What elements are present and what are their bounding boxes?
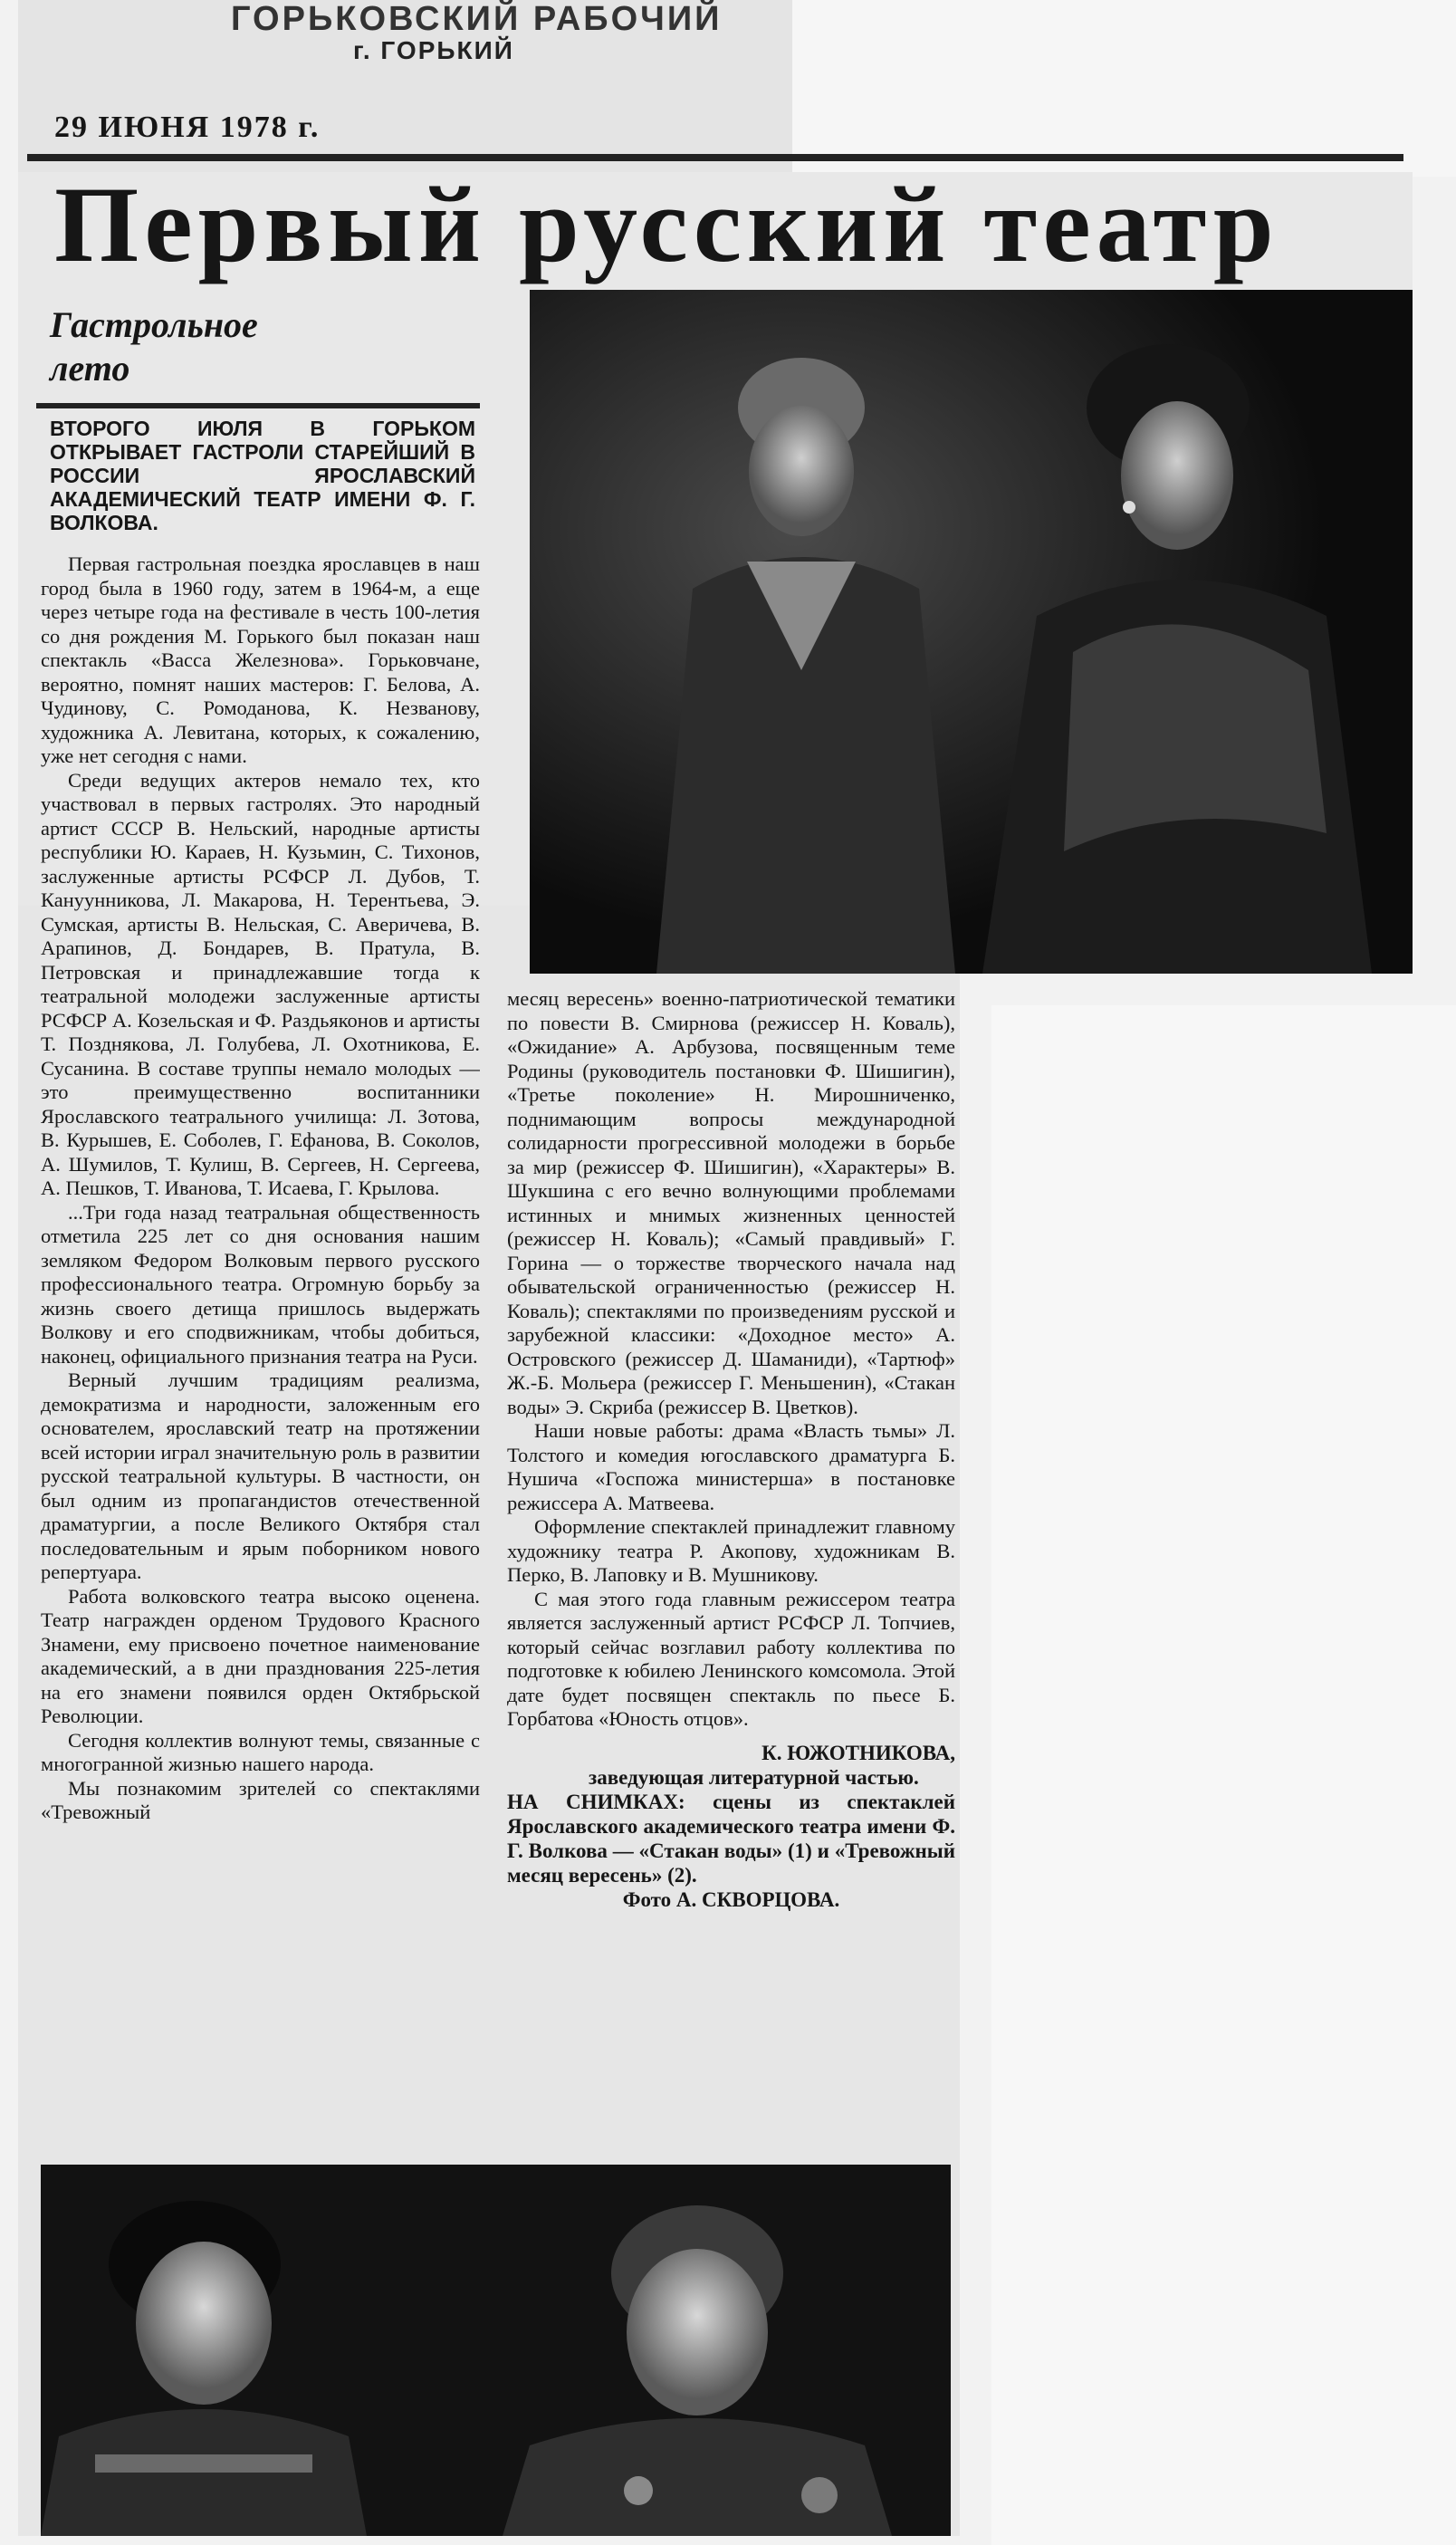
author-role: заведующая литературной частью.: [589, 1765, 919, 1789]
photo-stakan-vody-image: [530, 290, 1413, 974]
newspaper-masthead: ГОРЬКОВСКИЙ РАБОЧИЙ: [231, 0, 723, 38]
rubric-rule: [36, 403, 480, 408]
paragraph: Оформление спектаклей принадлежит главному художнику театра Р. Акопову, художникам В. Перко, В. Лаповку и В. Мушникову.: [507, 1515, 955, 1586]
paragraph: Работа волковского театра высоко оценена. Театр награжден орденом Трудового Красного Знамени, ему присвоено почетное наименование академический, а в дни празднования 225-летия на его знамени появился орден Октябрьской Революции.: [41, 1584, 480, 1727]
header-rule: [27, 154, 1403, 161]
paragraph: Первая гастрольная поездка ярославцев в наш город была в 1960 году, затем в 1964-м, а еще через четыре года на фестивале в честь 100-летия со дня рождения М. Горького был показан наш спектакль «Васса Железнова». Горьковчане, вероятно, помнят наших мастеров: Г. Белова, А. Чудинову, С. Ромоданова, К. Незванову, художника А. Левитана, которых, к сожалению, уже нет сегодня с нами.: [41, 552, 480, 767]
issue-date: 29 ИЮНЯ 1978 г.: [54, 110, 321, 144]
photo-trevozhny-mesyats-image: [41, 2165, 951, 2536]
article-headline: Первый русский театр: [54, 164, 1279, 284]
paragraph: Сегодня коллектив волнуют темы, связанные с многогранной жизнью нашего народа.: [41, 1728, 480, 1775]
caption-label: НА СНИМКАХ:: [507, 1790, 685, 1813]
newspaper-city: г. ГОРЬКИЙ: [353, 36, 514, 64]
article-column-2: [507, 987, 955, 2156]
paragraph: Верный лучшим традициям реализма, демократизма и народности, заложенным его основателем, ярославский театр на протяжении всей истории играл значительную роль в развитии русской театральной культуры. В частности, он был одним из пропагандистов отечественной драматургии, а после Великого Октября стал последовательным и ярым поборником нового репертуара.: [41, 1369, 480, 1583]
paragraph: С мая этого года главным режиссером театра является заслуженный артист РСФСР Л. Топчиев, который сейчас возглавил работу коллектива по подготовке к юбилею Ленинского комсомола. Этой дате будет посвящен спектакль по пьесе Б. Горбатова «Юность отцов».: [507, 1587, 955, 1730]
photo-credit: Фото А. СКВОРЦОВА.: [622, 1887, 840, 1911]
author-name: К. ЮЖОТНИКОВА,: [762, 1741, 955, 1764]
photo-trevozhny-mesyats: [41, 2165, 951, 2536]
article-rubric: Гастрольное лето: [50, 304, 258, 389]
paragraph: ...Три года назад театральная общественность отметила 225 лет со дня основания нашим земляком Федором Волковым первого русского профессионального театра. Огромную борьбу за жизнь своего детища пришлось выдержать Волкову и его сподвижникам, чтобы добиться, наконец, официального признания театра на Руси.: [41, 1200, 480, 1368]
author-signature: [507, 1741, 955, 1912]
article-lead: ВТОРОГО ИЮЛЯ В ГОРЬКОМ ОТКРЫВАЕТ ГАСТРОЛИ СТАРЕЙШИЙ В РОССИИ ЯРОСЛАВСКИЙ АКАДЕМИЧЕСКИЙ ТЕАТР ИМЕНИ Ф. Г. ВОЛКОВА.: [50, 417, 475, 534]
paragraph: Мы познакомим зрителей со спектаклями «Тревожный: [41, 1776, 480, 1823]
caption-text: сцены из спектаклей Ярославского академического театра имени Ф. Г. Волкова — «Стакан воды» (1) и «Тревожный месяц вересень» (2).: [507, 1790, 955, 1887]
background-paper-lower: [991, 1005, 1456, 2545]
paragraph: Среди ведущих актеров немало тех, кто участвовал в первых гастролях. Это народный артист СССР В. Нельский, народные артисты республики Ю. Караев, Н. Кузьмин, С. Тихонов, заслуженные артисты РСФСР Л. Дубов, Т. Кануунникова, Л. Макарова, Н. Терентьева, Э. Сумская, артисты В. Нельская, С. Аверичева, В. Арапинов, Д. Бондарев, В. Пратула, В. Петровская и принадлежавшие тогда к театральной молодежи заслуженные артисты РСФСР А. Козельская и Ф. Раздьяконов и артисты Т. Позднякова, Л. Голубева, Л. Охотникова, Е. Сусанина. В составе труппы немало молодых — это преимущественно воспитанники Ярославского театрального училища: Л. Зотова, В. Курышев, Е. Соболев, Г. Ефанова, В. Соколов, А. Шумилов, Т. Кулиш, В. Сергеев, Н. Сергеева, А. Пешков, Т. Иванова, Т. Исаева, Г. Крылова.: [41, 768, 480, 1199]
paragraph: месяц вересень» военно-патриотической тематики по повести В. Смирнова (режиссер Н. Коваль), «Ожидание» А. Арбузова, посвященным теме Родины (руководитель постановки Ф. Шишигин), «Третье поколение» Н. Мирошниченко, поднимающим вопросы международной солидарности прогрессивной молодежи в борьбе за мир (режиссер Ф. Шишигин), «Характеры» В. Шукшина с его вечно волнующими проблемами истинных и мнимых жизненных ценностей (режиссер Н. Коваль); «Самый правдивый» Г. Горина — о торжестве творческого начала над обывательской ограниченностью (режиссер Н. Коваль); спектаклями по произведениям русской и зарубежной классики: «Доходное место» А. Островского (режиссер Д. Шаманиди), «Тартюф» Ж.-Б. Мольера (режиссер Г. Меньшенин), «Стакан воды» Э. Скриба (режиссер В. Цветков).: [507, 987, 955, 1418]
photo-caption: [507, 1790, 955, 1887]
paragraph: Наши новые работы: драма «Власть тьмы» Л. Толстого и комедия югославского драматурга Б. Нушича «Госпожа министерша» в постановке режиссера А. Матвеева.: [507, 1419, 955, 1514]
background-paper: [788, 0, 1456, 177]
article-column-1: [41, 552, 480, 2142]
photo-stakan-vody: [530, 290, 1413, 974]
